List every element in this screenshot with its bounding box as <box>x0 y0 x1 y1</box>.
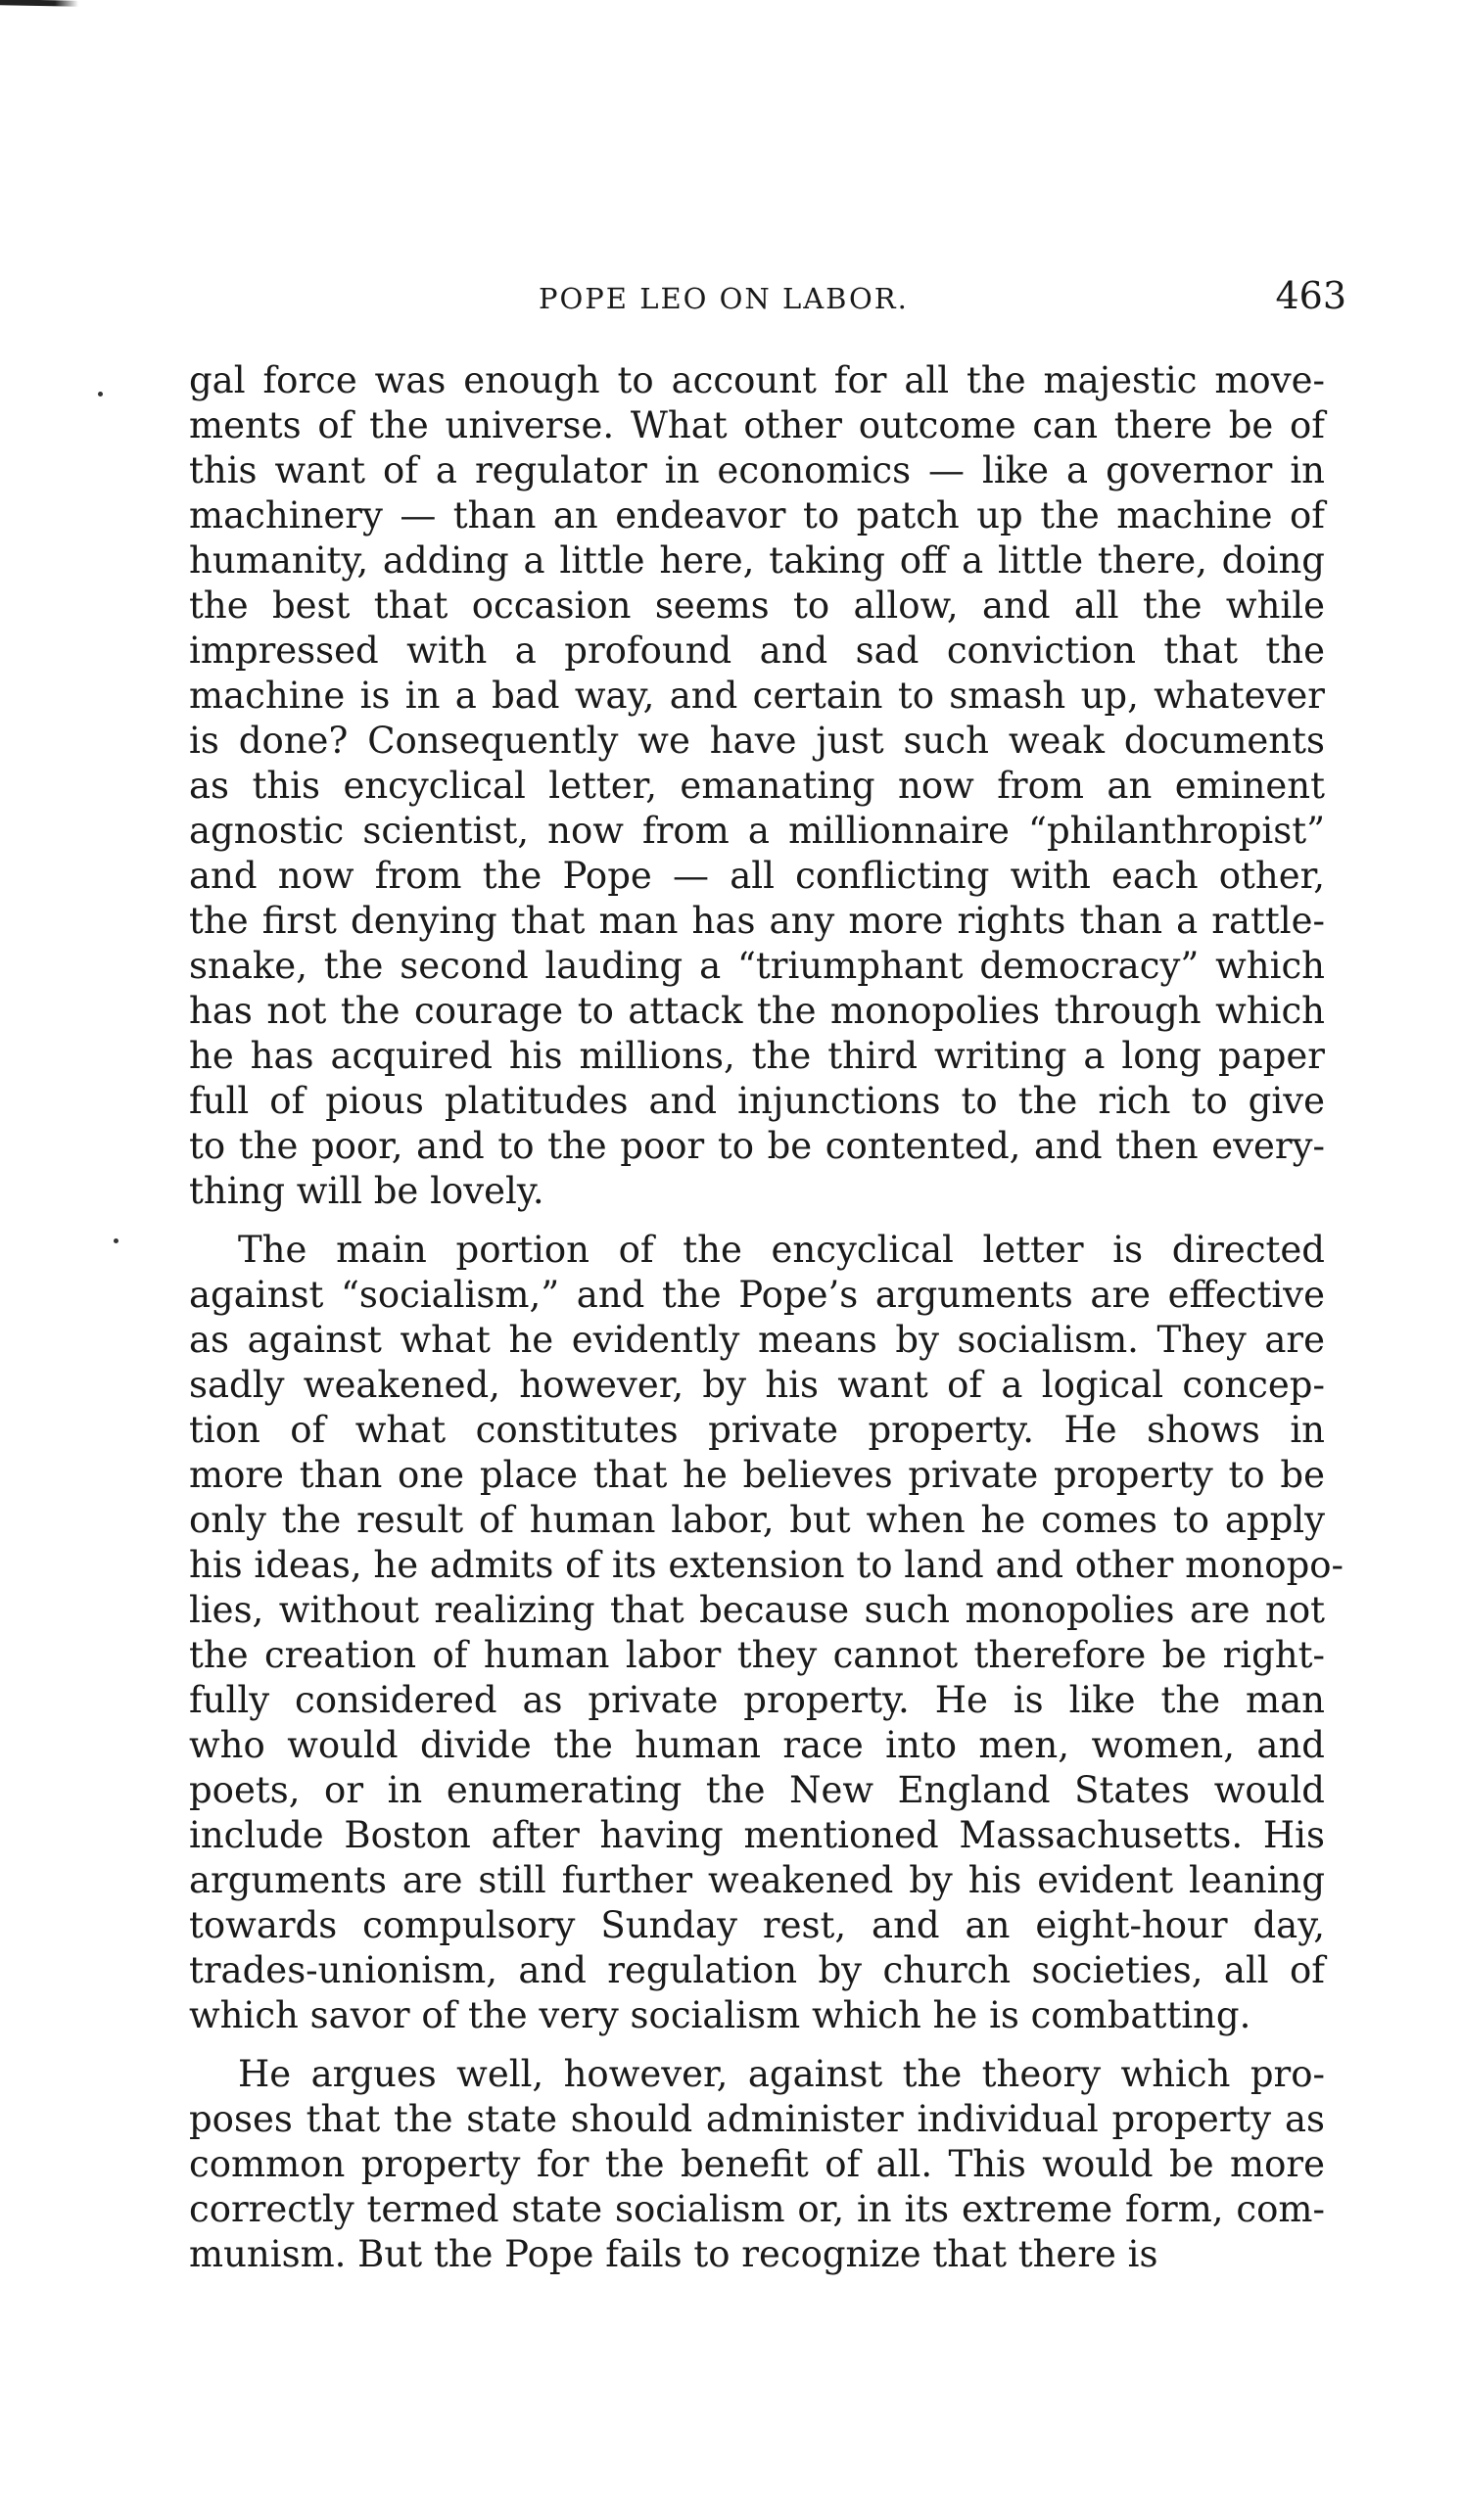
text-line: is done? Consequently we have just such weak documents <box>189 720 1325 762</box>
text-line: trades-unionism, and regulation by church societies, all of <box>189 1949 1325 1991</box>
text-line: who would divide the human race into men, women, and <box>189 1724 1325 1766</box>
paragraph <box>189 1228 1344 2038</box>
text-line: this want of a regulator in economics — like a governor in <box>189 449 1325 491</box>
text-line: the best that occasion seems to allow, and all the while <box>189 584 1325 627</box>
text-line: the creation of human labor they cannot therefore be right- <box>189 1634 1325 1676</box>
text-line: which savor of the very socialism which he is combatting. <box>189 1994 1251 2036</box>
text-line: correctly termed state socialism or, in its extreme form, com- <box>189 2188 1325 2230</box>
text-line: his ideas, he admits of its extension to land and other monopo- <box>189 1544 1344 1586</box>
margin-speck <box>98 392 103 397</box>
text-line: include Boston after having mentioned Massachusetts. His <box>189 1814 1325 1856</box>
text-line: He argues well, however, against the theory which pro- <box>238 2053 1325 2095</box>
text-line: as against what he evidently means by socialism. They are <box>189 1319 1325 1361</box>
text-line: common property for the benefit of all. This would be more <box>189 2143 1325 2185</box>
text-line: arguments are still further weakened by his evident leaning <box>189 1859 1325 1901</box>
text-line: impressed with a profound and sad conviction that the <box>189 630 1325 672</box>
text-line: the first denying that man has any more rights than a rattle- <box>189 900 1325 942</box>
text-line: towards compulsory Sunday rest, and an eight-hour day, <box>189 1904 1325 1946</box>
text-line: munism. But the Pope fails to recognize that there is <box>189 2233 1158 2275</box>
paragraph <box>189 358 1325 1214</box>
text-line: poets, or in enumerating the New England States would <box>189 1769 1325 1811</box>
text-line: machine is in a bad way, and certain to smash up, whatever <box>189 675 1325 717</box>
margin-speck <box>114 1238 118 1243</box>
text-line: against “socialism,” and the Pope’s arguments are effective <box>189 1274 1325 1316</box>
text-line: snake, the second lauding a “triumphant democracy” which <box>189 945 1325 987</box>
text-line: gal force was enough to account for all the majestic move- <box>189 359 1325 401</box>
text-line: agnostic scientist, now from a millionnaire “philanthropist” <box>189 810 1325 852</box>
text-line: machinery — than an endeavor to patch up the machine of <box>189 494 1325 537</box>
text-line: sadly weakened, however, by his want of a logical concep- <box>189 1364 1325 1406</box>
paragraph <box>189 2052 1325 2277</box>
paragraph-gap <box>189 1214 1325 1228</box>
page-number: 463 <box>1275 274 1346 317</box>
page-header <box>191 274 1346 323</box>
scan-edge-mark <box>0 0 78 7</box>
text-line: he has acquired his millions, the third writing a long paper <box>189 1035 1325 1077</box>
paragraph-gap <box>189 2038 1325 2052</box>
text-line: has not the courage to attack the monopolies through which <box>189 990 1325 1032</box>
text-line: to the poor, and to the poor to be contented, and then every- <box>189 1125 1325 1167</box>
text-line: poses that the state should administer individual property as <box>189 2098 1325 2140</box>
text-line: only the result of human labor, but when he comes to apply <box>189 1499 1325 1541</box>
text-line: ments of the universe. What other outcome can there be of <box>189 404 1325 446</box>
text-line: The main portion of the encyclical letter is directed <box>238 1229 1325 1271</box>
text-line: thing will be lovely. <box>189 1170 544 1212</box>
text-line: tion of what constitutes private property. He shows in <box>189 1409 1325 1451</box>
running-head: POPE LEO ON LABOR. <box>539 282 909 315</box>
text-line: lies, without realizing that because such monopolies are not <box>189 1589 1325 1631</box>
text-line: more than one place that he believes private property to be <box>189 1454 1325 1496</box>
text-line: fully considered as private property. He is like the man <box>189 1679 1325 1721</box>
text-line: full of pious platitudes and injunctions to the rich to give <box>189 1080 1325 1122</box>
text-line: as this encyclical letter, emanating now from an eminent <box>189 765 1325 807</box>
text-line: humanity, adding a little here, taking off a little there, doing <box>189 539 1325 582</box>
body-text <box>189 358 1344 2277</box>
text-line: and now from the Pope — all conflicting with each other, <box>189 855 1325 897</box>
